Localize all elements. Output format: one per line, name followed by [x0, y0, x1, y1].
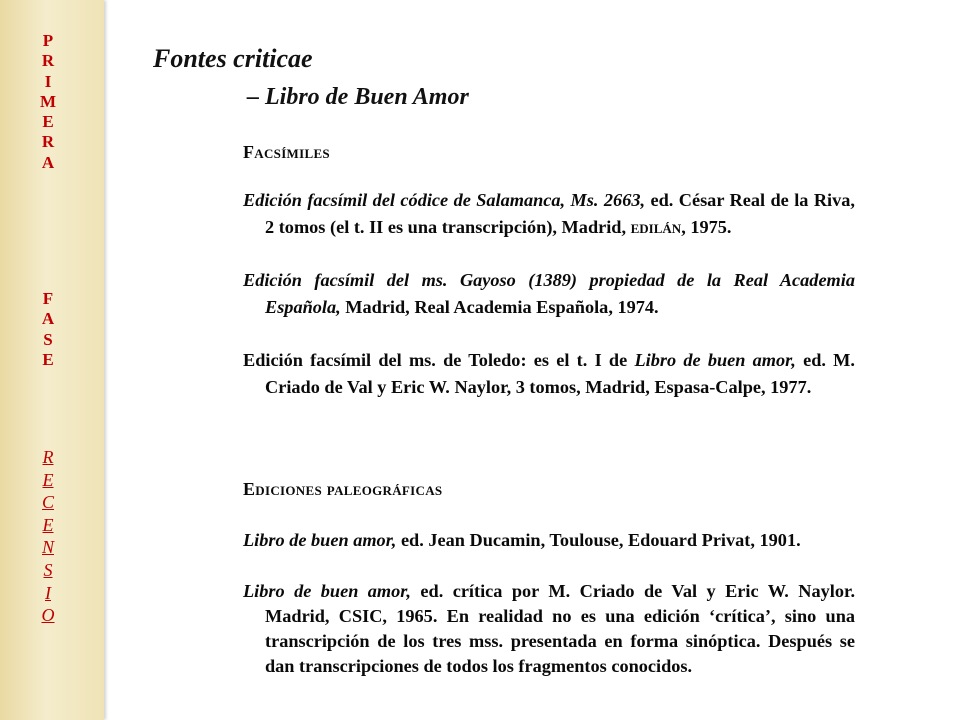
entry-text: Edición facsímil del ms. de Toledo: es el t. I de [243, 350, 635, 370]
entry-tail-text: , 1975. [681, 216, 732, 237]
entry-text: Madrid, Real Academia Española, 1974. [340, 296, 659, 317]
sidebar-word-fase [30, 289, 66, 370]
entry-text: ed. Jean Ducamin, Toulouse, Edouard Privat, 1901. [396, 530, 801, 550]
sidebar-letter: I [44, 71, 52, 91]
bibliography-entry [243, 187, 855, 240]
sidebar-letter: A [41, 152, 55, 172]
bibliography-entry [243, 267, 855, 320]
sidebar-link-letter[interactable]: N [41, 537, 54, 558]
sidebar-link-letter[interactable]: E [42, 514, 54, 535]
sidebar-link-letter[interactable]: E [42, 469, 54, 490]
sidebar-letter: P [42, 31, 54, 50]
entry-italic-text: Libro de buen amor, [243, 581, 411, 601]
sidebar-link-letter[interactable]: C [41, 492, 54, 513]
sidebar [0, 0, 104, 720]
sidebar-letter: S [43, 329, 53, 349]
sidebar-link-letter[interactable]: R [42, 447, 54, 467]
sidebar-link-recensio[interactable] [30, 446, 66, 627]
sidebar-letter: E [42, 349, 54, 369]
sidebar-word-primera [30, 31, 66, 173]
entry-italic-text: Libro de buen amor, [634, 350, 796, 370]
entry-italic-text: Edición facsímil del códice de Salamanca, Ms. 2663, [243, 190, 646, 210]
entry-italic-text: Libro de buen amor, [243, 530, 397, 550]
sidebar-letter: A [41, 309, 55, 329]
bibliography-entry [243, 579, 855, 679]
section-heading-ediciones-paleograficas: Ediciones paleográficas [243, 479, 443, 499]
entry-text: ed. César Real de la Riva, 2 tomos (el t. II es una transcripción), Madrid, [265, 190, 855, 237]
sidebar-link-letter[interactable]: S [43, 559, 53, 580]
slide-title: Fontes criticae [153, 44, 313, 73]
sidebar-letter: R [41, 51, 55, 71]
section-heading-facsimiles: Facsímiles [243, 142, 330, 162]
sidebar-link-letter[interactable]: I [45, 582, 51, 603]
sidebar-letter: R [41, 132, 55, 152]
entry-italic-text: Edición facsímil del ms. Gayoso (1389) propiedad de la Real Academia Española, [243, 270, 855, 317]
bibliography-entry [243, 527, 855, 554]
entry-smallcaps-text: edilán [630, 216, 682, 237]
slide-subtitle: – Libro de Buen Amor [247, 84, 469, 110]
sidebar-letter: F [42, 289, 54, 308]
entry-tail-text: ed. M. Criado de Val y Eric W. Naylor, 3 tomos, Madrid, Espasa-Calpe, 1977. [265, 350, 855, 397]
sidebar-letter: M [39, 91, 57, 111]
bibliography-entry [243, 347, 855, 400]
sidebar-link-letter[interactable]: O [41, 605, 55, 626]
sidebar-letter: E [42, 112, 54, 132]
entry-text: ed. crítica por M. Criado de Val y Eric W. Naylor. Madrid, CSIC, 1965. En realidad no es una edición ‘crítica’, sino una transcripción de los tres mss. presentada en forma sinóptica. Después se dan transcripciones de todos los fragmentos conocidos. [265, 581, 856, 676]
